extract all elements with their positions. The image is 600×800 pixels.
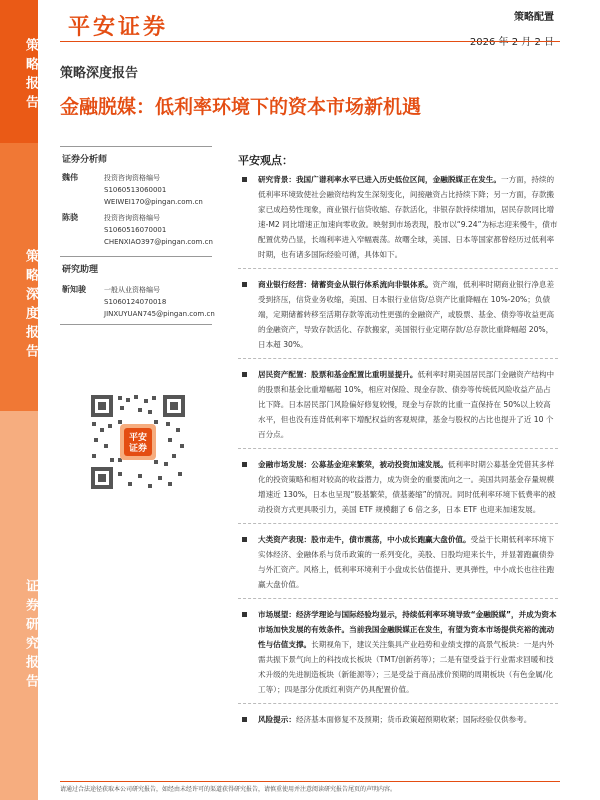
analyst-name: 陈骁 xyxy=(62,213,78,222)
list-item xyxy=(238,532,558,599)
company-logo: 平安证券 xyxy=(68,14,169,40)
analyst-license-number: S1060516070001 xyxy=(104,226,167,234)
side-label-securities-research: 证券研究报告 xyxy=(0,411,38,800)
assistant-qualification: 一般从业资格编号 xyxy=(104,286,160,294)
side-label-report: 策略报告 xyxy=(0,0,38,143)
analyst-qualification: 投资咨询资格编号 xyxy=(104,214,160,222)
point-heading: 风险提示： xyxy=(258,715,296,724)
list-item xyxy=(238,367,558,449)
header-meta xyxy=(470,8,554,48)
header-divider xyxy=(60,41,560,42)
analyst-email[interactable]: WEIWEI170@pingan.com.cn xyxy=(104,198,203,206)
viewpoints-list xyxy=(238,172,558,741)
list-item xyxy=(238,277,558,359)
divider xyxy=(60,146,212,147)
list-item xyxy=(238,712,558,733)
report-category: 策略配置 xyxy=(514,12,554,23)
point-text: 低利率时期公募基金凭借其多样化的投资策略和相对较高的收益潜力，成为资金的重要流向之一。美国共同基金存量规模增速近 130%，日本也呈现“股基繁荣，债基萎缩”的情况。同时低利率环境下低费率的被动投资方式更具吸引力，美国 ETF 规模翻了 6 倍之多，日本 ETF 也迎来加速发展。 xyxy=(258,460,556,514)
report-date: 2026 年 2 月 2 日 xyxy=(469,37,554,48)
report-type: 策略深度报告 xyxy=(60,66,139,81)
footer-divider xyxy=(60,781,560,782)
bullet-square-icon xyxy=(242,537,247,542)
point-text: 一方面，持续的低利率环境致使社会融资结构发生深刻变化，间接融资占比持续下降；另一方面，存款搬家已成趋势性现象，商业银行信贷收缩、存款活化，非银存款持续增加，居民存款同比增速-M2 同比增速正加速向零收敛。映射到市场表现，股市以“9.24”为标志迎来慢牛，债市配置优势凸显，长端利率进入窄幅震荡。故曙全球，美国、日本等国家都曾经历过低利率时期，也有诸多国际经验可循，具体如下。 xyxy=(258,175,558,259)
page-title: 金融脱媒：低利率环境下的资本市场新机遇 xyxy=(60,96,422,118)
side-label-deep-report: 策略深度报告 xyxy=(0,143,38,411)
analyst-license-number: S1060513060001 xyxy=(104,186,167,194)
point-text: 受益于长期低利率环境下实体经济、金融体系与货币政策的一系列变化，美股、日股均迎来长牛，并显著跑赢债券与外汇资产。风格上，低利率环境利于小盘成长估值提升、更具弹性，中小成长也往往跑赢大盘价值。 xyxy=(258,535,555,589)
point-heading: 商业银行经营：储蓄资金从银行体系流向非银体系。 xyxy=(258,280,433,289)
point-text: 长期视角下，建议关注集具产业趋势和业绩支撑的高景气板块：一是内外需共振下景气向上的科技成长板块（TMT/创新药等）；二是有望受益于行业需求回暖和技术升级的先进制造板块（新能源等）；三是受益于商品涨价预期的周期板块（有色金属/化工等）；四是部分优质红利资产仍具配置价值。 xyxy=(258,640,555,694)
side-banner xyxy=(0,0,38,800)
analyst-email[interactable]: CHENXIAO397@pingan.com.cn xyxy=(104,238,213,246)
qr-logo-text: 证券 xyxy=(128,444,148,454)
divider xyxy=(60,256,212,257)
point-text: 资产端，低利率时期商业银行净息差受到挤压，信贷业务收缩，美国、日本银行业信贷/总资产比重降幅在 10%-20%；负债端，定期储蓄转移至活期存款等流动性更强的金融资产，或股票、基金、债券等收益更高的金融资产，导致存款活化、存款搬家，美国银行业定期存款/总存款比重降幅超 20%，日本超 30%。 xyxy=(258,280,555,349)
assistants-label: 研究助理 xyxy=(62,265,99,275)
bullet-square-icon xyxy=(242,372,247,377)
divider xyxy=(60,324,212,325)
bullet-square-icon xyxy=(242,282,247,287)
qr-logo-text: 平安 xyxy=(128,433,148,443)
qr-code-icon xyxy=(88,392,188,492)
bullet-square-icon xyxy=(242,717,247,722)
point-heading: 居民资产配置：股票和基金配置比重明显提升。 xyxy=(258,370,418,379)
list-item xyxy=(238,607,558,704)
list-item xyxy=(238,172,558,269)
analysts-label: 证券分析师 xyxy=(62,155,108,165)
point-heading: 大类资产表现：股市走牛，债市震荡，中小成长跑赢大盘价值。 xyxy=(258,535,471,544)
point-text: 经济基本面修复不及预期；货币政策超预期收紧；国际经验仅供参考。 xyxy=(295,715,532,724)
bullet-square-icon xyxy=(242,177,247,182)
list-item xyxy=(238,457,558,524)
analyst-qualification: 投资咨询资格编号 xyxy=(104,174,160,182)
point-heading: 金融市场发展：公募基金迎来繁荣，被动投资加速发展。 xyxy=(258,460,448,469)
footer-disclaimer: 请通过合法途径获取本公司研究报告，如经由未经许可的渠道获得研究报告，请慎重使用并注意阅读研究报告尾页的声明内容。 xyxy=(60,786,397,793)
point-heading: 研究背景：我国广谱利率水平已进入历史低位区间，金融脱媒正在发生。 xyxy=(258,175,501,184)
viewpoints-title: 平安观点： xyxy=(238,154,293,167)
point-heading: 市场展望：经济学理论与国际经验均显示，持续低利率环境导致“金融脱媒”，并成为资本市场加快发展的有效条件。当前我国金融脱媒正在发生，有望为资本市场提供充裕的流动性与估值支撑。 xyxy=(258,610,557,649)
assistant-email[interactable]: JINXUYUAN745@pingan.com.cn xyxy=(104,310,215,318)
assistant-license-number: S1060124070018 xyxy=(104,298,167,306)
analyst-name: 魏伟 xyxy=(62,173,78,182)
point-text: 低利率时期美国居民部门金融资产结构中的股票和基金比重增幅超 10%，相应对保险、现金存款、债券等传统低风险收益产品占比下降。日本居民部门风险偏好修复较慢，现金与存款的比重一直保持在 50%以上较高水平，但也没有连背低利率下增配权益的客观规律，基金与股权的占比也提升了近 10 个百分点。 xyxy=(258,370,555,439)
assistant-name: 靳知骏 xyxy=(62,285,86,294)
bullet-square-icon xyxy=(242,462,247,467)
bullet-square-icon xyxy=(242,612,247,617)
